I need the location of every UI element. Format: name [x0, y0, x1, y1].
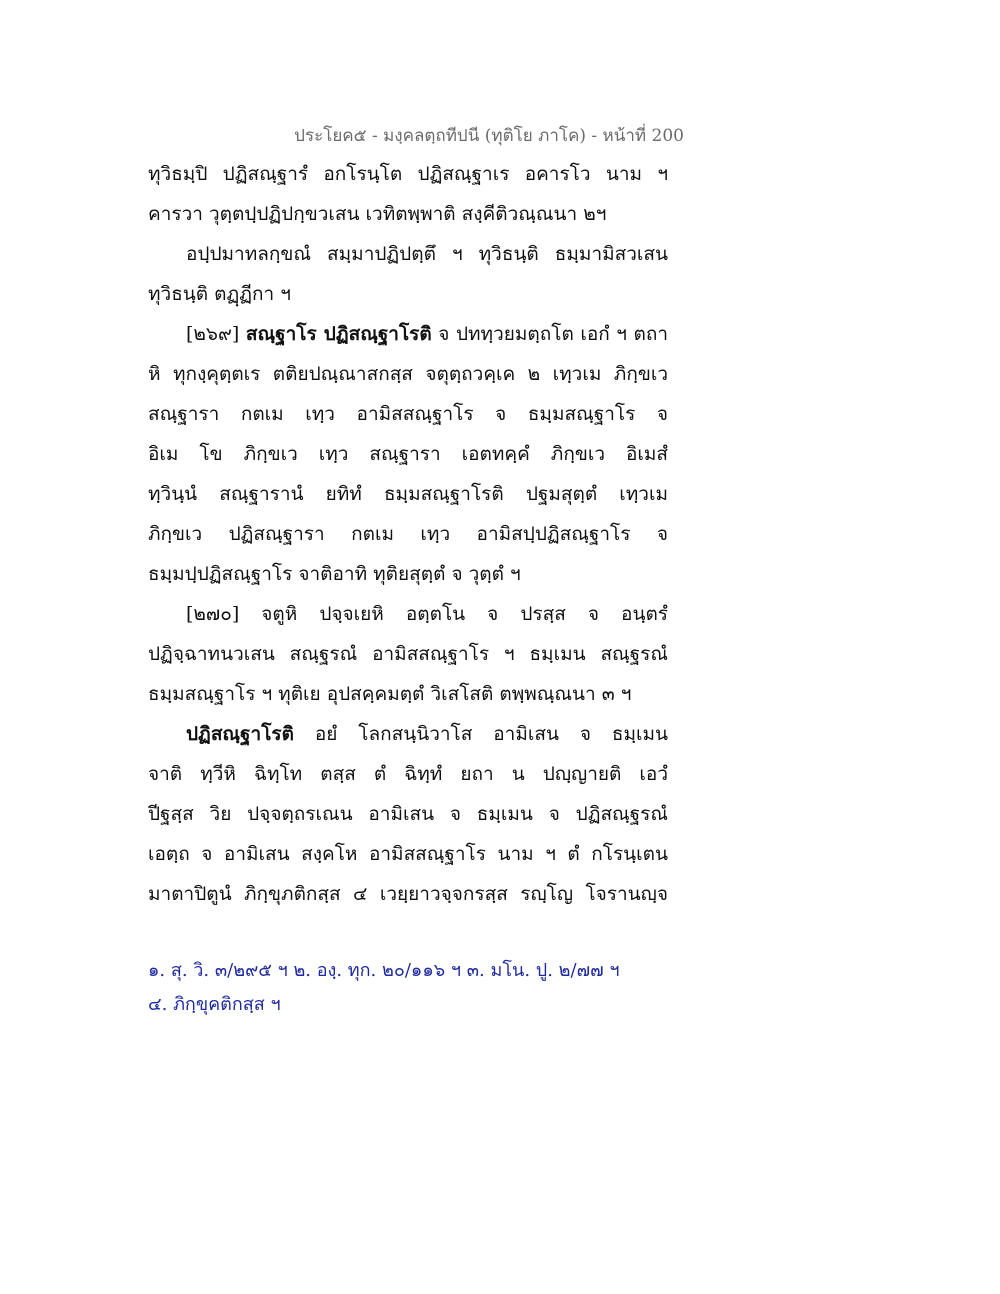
text-line: ธมฺมสณฺฐาโร ฯ ทุติเย อุปสคฺคมตฺตํ วิเสโสติ ตพฺพณฺณนา ๓ ฯ — [148, 683, 632, 705]
footnotes — [148, 954, 668, 1022]
footnote-line: ๑. สุ. วิ. ๓/๒๙๕ ฯ ๒. องฺ. ทุก. ๒๐/๑๑๖ ฯ ๓. มโน. ปู. ๒/๗๗ ฯ — [148, 960, 620, 981]
text-line: คารวา วุตฺตปฺปฏิปกฺขวเสน เวทิตพฺพาติ สงฺคีติวณฺณนา ๒ฯ — [148, 203, 607, 225]
text-line: หิ ทุกงฺคุตฺตเร ตติยปณฺณาสกสฺส จตุตฺถวคฺเค ๒ เทฺวเม ภิกฺขเว — [148, 363, 668, 385]
text-line: จาติ ทฺวีหิ ฉิทฺโท ตสฺส ตํ ฉิทฺทํ ยถา น ปญฺญายติ เอวํ — [148, 763, 668, 785]
text-line — [148, 718, 668, 758]
text-line: ปฏิจฺฉาทนวเสน สณฺฐรณํ อามิสสณฺฐาโร ฯ ธมฺเมน สณฺฐรณํ — [148, 643, 668, 665]
line-rest: อยํ โลกสนฺนิวาโส อามิเสน จ ธมฺเมน — [314, 723, 668, 745]
text-line: อิเม โข ภิกฺขเว เทฺว สณฺฐารา เอตทคฺคํ ภิกฺขเว อิเมสํ — [148, 443, 668, 465]
text-line: ทุวิธนฺติ ตฏฺฏีกา ฯ — [148, 283, 291, 305]
text-line: ปีฐสฺส วิย ปจฺจตฺถรเณน อามิเสน จ ธมฺเมน จ ปฏิสณฺฐรณํ — [148, 803, 668, 825]
bold-term: สณฺฐาโร ปฏิสณฺฐาโรติ — [245, 323, 432, 345]
paragraph-number: [๒๖๙] — [186, 323, 240, 345]
text-line: ทฺวินฺนํ สณฺฐารานํ ยทิทํ ธมฺมสณฺฐาโรติ ปฐมสุตฺตํ เทฺวเม — [148, 483, 668, 505]
text-line: สณฺฐารา กตเม เทฺว อามิสสณฺฐาโร จ ธมฺมสณฺฐาโร จ — [148, 403, 668, 425]
text-line — [148, 318, 668, 358]
text-line: อปฺปมาทลกฺขณํ สมฺมาปฏิปตฺตึ ฯ ทุวิธนฺติ ธมฺมามิสวเสน — [186, 243, 668, 265]
text-line: ธมฺมปฺปฏิสณฺฐาโร จาติอาทิ ทุติยสุตฺตํ จ วุตฺตํ ฯ — [148, 563, 521, 585]
page-header: ประโยค๕ - มงฺคลตฺถทีปนี (ทุติโย ภาโค) - หน้าที่ 200 — [294, 126, 684, 146]
text-line: [๒๗๐] จตูหิ ปจฺจเยหิ อตฺตโน จ ปรสฺส จ อนฺตรํ — [186, 603, 668, 625]
line-rest: จ ปททฺวยมตฺถโต เอกํ ฯ ตถา — [438, 323, 668, 345]
text-line: ภิกฺขเว ปฏิสณฺฐารา กตเม เทฺว อามิสปฺปฏิสณฺฐาโร จ — [148, 523, 668, 545]
text-line: เอตฺถ จ อามิเสน สงฺคโห อามิสสณฺฐาโร นาม ฯ ตํ กโรนฺเตน — [148, 843, 668, 865]
body-text — [148, 158, 668, 918]
bold-term: ปฏิสณฺฐาโรติ — [186, 723, 294, 745]
text-line: มาตาปิตูนํ ภิกฺขุภติกสฺส ๔ เวยฺยาวจฺจกรสฺส รญฺโญ โจรานญฺจ — [148, 883, 668, 905]
text-line: ทุวิธมฺปิ ปฏิสณฺฐารํ อกโรนฺโต ปฏิสณฺฐาเร อคารโว นาม ฯ — [148, 163, 668, 185]
footnote-line: ๔. ภิกฺขุคติกสฺส ฯ — [148, 994, 281, 1015]
